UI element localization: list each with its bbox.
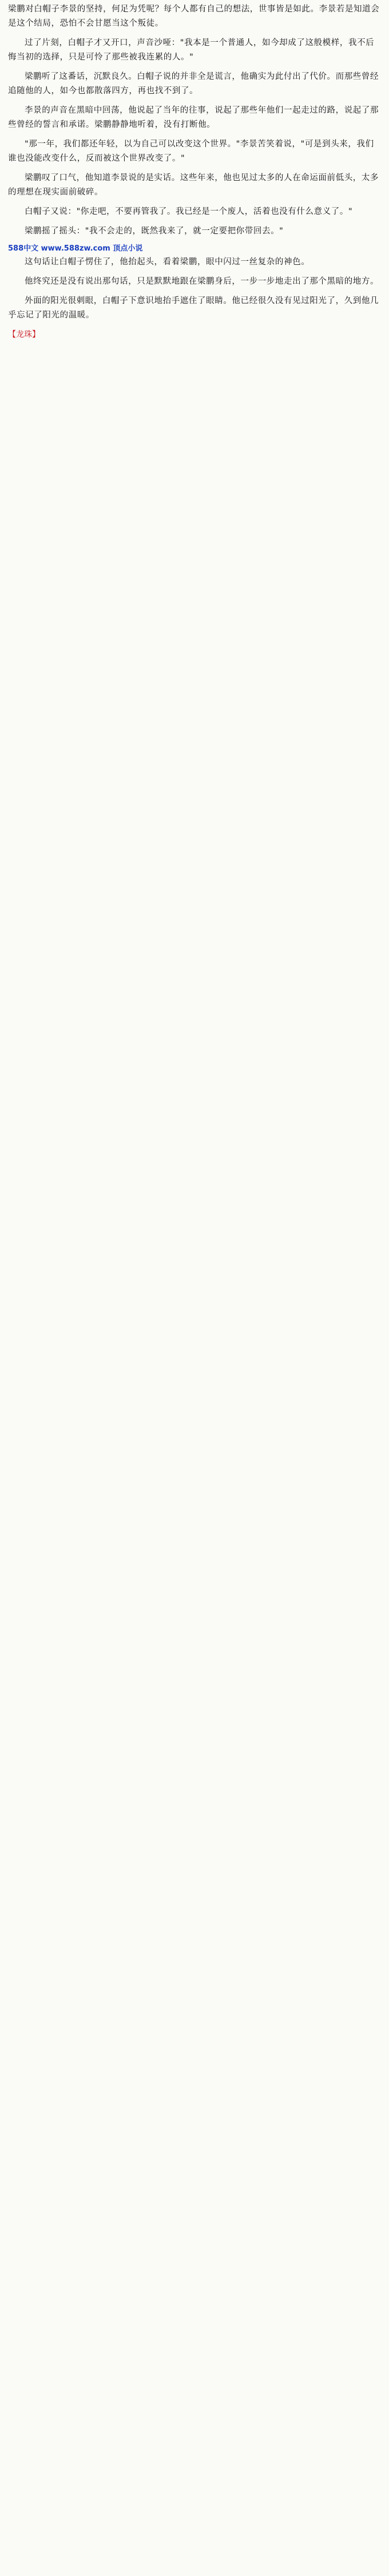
paragraph: 梁鹏叹了口气，他知道李景说的是实话。这些年来，他也见过太多的人在命运面前低头，太多的理想在现实面前破碎。: [8, 173, 379, 197]
paragraph: 过了片刻，白帽子才又开口，声音沙哑："我本是一个普通人，如今却成了这般模样，我不后悔当初的选择，只是可怜了那些被我连累的人。": [8, 38, 375, 62]
paragraph: 这句话让白帽子愣住了，他抬起头，看着梁鹏，眼中闪过一丝复杂的神色。: [25, 257, 310, 267]
paragraph: 李景的声音在黑暗中回荡，他说起了当年的往事，说起了那些年他们一起走过的路，说起了那些曾经的誓言和承诺。梁鹏静静地听着，没有打断他。: [8, 106, 379, 129]
paragraph: 梁鹏听了这番话，沉默良久。白帽子说的并非全是谎言，他确实为此付出了代价。而那些曾经追随他的人，如今也都散落四方，再也找不到了。: [8, 72, 379, 96]
paragraph: 梁鹏对白帽子李景的坚持，何足为凭呢？每个人都有自己的想法，世事皆是如此。李景若是知道会是这个结局，恐怕不会甘愿当这个叛徒。: [8, 5, 380, 28]
paragraph: 外面的阳光很刺眼，白帽子下意识地抬手遮住了眼睛。他已经很久没有见过阳光了，久到他几乎忘记了阳光的温暖。: [8, 296, 379, 320]
site-watermark: 588中文 www.588zw.com 顶点小说: [8, 244, 143, 253]
paragraph: 梁鹏摇了摇头："我不会走的，既然我来了，就一定要把你带回去。": [25, 227, 284, 236]
paragraph: 他终究还是没有说出那句话，只是默默地跟在梁鹏身后，一步一步地走出了那个黑暗的地方。: [25, 277, 379, 286]
promo-banner: 【龙珠】: [8, 330, 40, 339]
article-body: [0, 0, 389, 353]
paragraph: "那一年，我们都还年轻，以为自己可以改变这个世界。"李景苦笑着说，"可是到头来，我们谁也没能改变什么，反而被这个世界改变了。": [8, 140, 374, 163]
paragraph: 白帽子又说："你走吧，不要再管我了。我已经是一个废人，活着也没有什么意义了。": [25, 207, 353, 216]
